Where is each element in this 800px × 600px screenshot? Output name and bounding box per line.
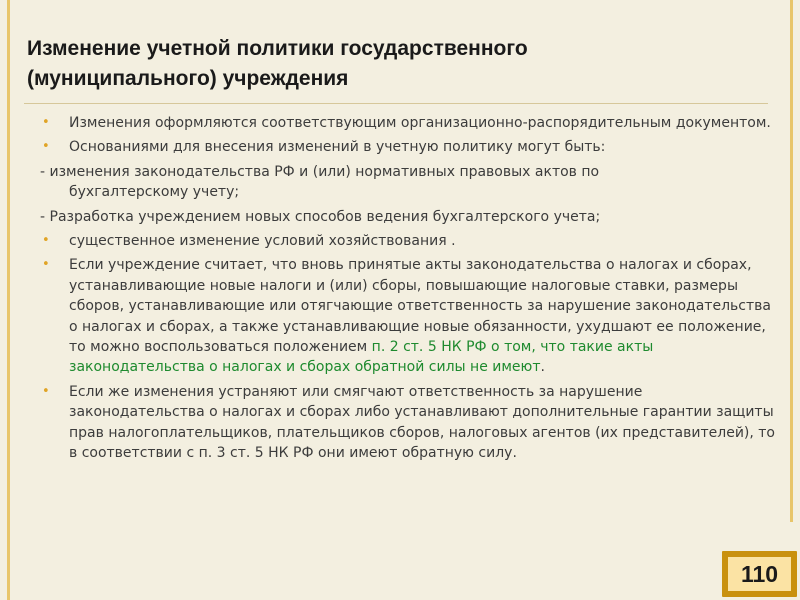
list-item-text: Если учреждение считает, что вновь принятые акты законодательства о налогах и сборах, устанавливающие новые налоги и (или) сборы, повышающие налоговые ставки, размеры сборов, устанавливающие или отягчающие ответственность за нарушение законодательства о налогах и сборах, а также устанавливающие новые обязанности, ухудшают ее положение, то можно воспользоваться положением xyxy=(69,257,771,356)
bullet-dot-icon: • xyxy=(42,139,50,155)
list-item-text: Основаниями для внесения изменений в учетную политику могут быть: xyxy=(69,139,606,156)
list-item xyxy=(36,137,781,157)
list-item-text: существенное изменение условий хозяйствования . xyxy=(69,233,456,250)
list-item-dash xyxy=(36,162,781,203)
list-item xyxy=(36,382,781,464)
bullet-dot-icon: • xyxy=(42,257,50,273)
list-item-dash xyxy=(36,207,781,227)
bullet-dot-icon: • xyxy=(42,115,50,130)
list-item xyxy=(36,231,781,251)
slide-title-line-2: (муниципального) учреждения xyxy=(27,67,349,90)
list-item-text: Если же изменения устраняют или смягчают ответственность за нарушение законодательства о налогах и сборах либо устанавливают дополнительные гарантии защиты прав налогоплательщиков, плательщиков сборов, налоговых агентов (их представителей), то в соответствии с п. 3 ст. 5 НК РФ они имеют обратную силу. xyxy=(69,383,776,462)
right-accent-rule xyxy=(790,0,793,522)
bullet-dot-icon: • xyxy=(42,233,50,249)
list-item-text: Изменения оформляются соответствующим организационно-распорядительным документом. xyxy=(69,115,771,131)
left-accent-rule xyxy=(7,0,10,600)
bullet-dot-icon: • xyxy=(42,383,50,399)
list-item-text: - Разработка учреждением новых способов ведения бухгалтерского учета; xyxy=(40,208,601,225)
list-item xyxy=(36,113,781,133)
slide-title-line-1: Изменение учетной политики государственного xyxy=(27,37,528,60)
list-item-tail: . xyxy=(540,359,545,376)
list-item xyxy=(36,255,781,377)
law-reference-link[interactable]: п. 2 ст. 5 НК РФ о том, что такие акты законодательства о налогах и сборах обратной силы не имеют xyxy=(69,339,654,376)
list-item-text: - изменения законодательства РФ и (или) нормативных правовых актов по xyxy=(40,163,600,180)
slide-body-list xyxy=(36,113,781,468)
slide-title xyxy=(27,34,767,94)
list-item-continuation: бухгалтерскому учету; xyxy=(69,184,240,201)
page-number: 110 xyxy=(728,557,791,591)
title-divider xyxy=(24,103,768,104)
